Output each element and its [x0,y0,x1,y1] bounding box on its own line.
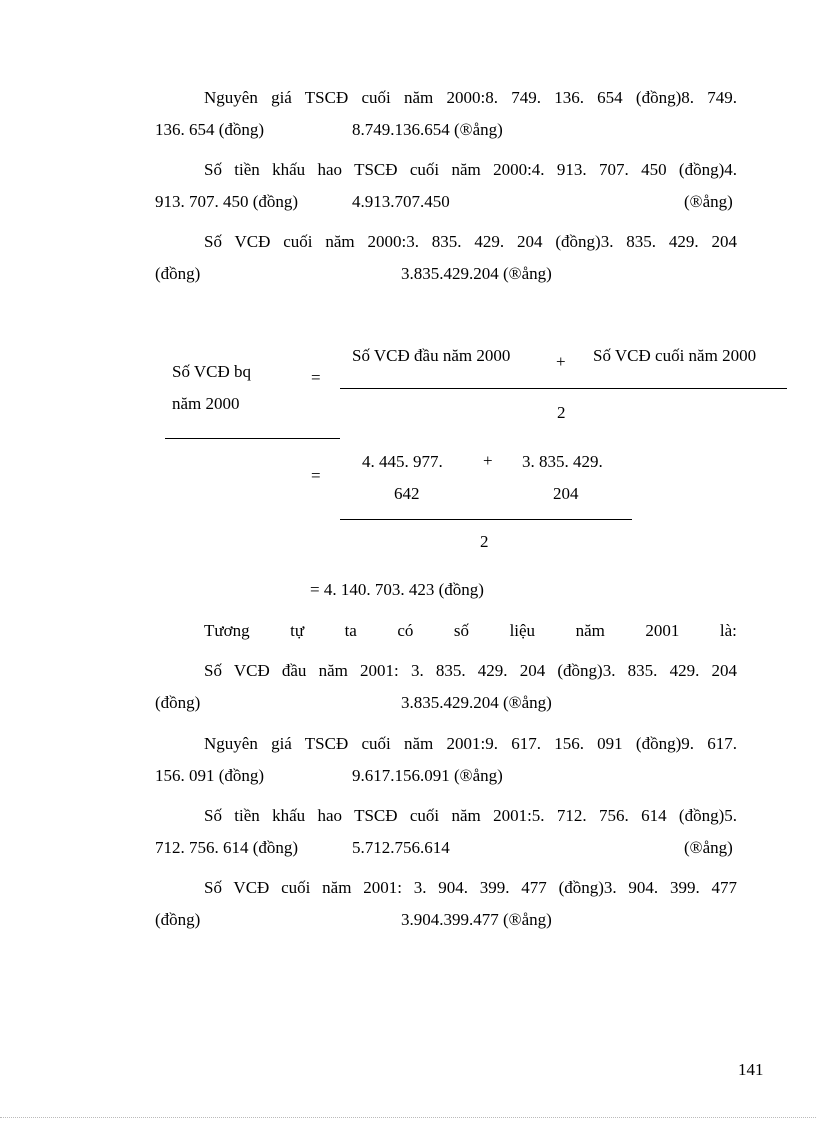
intro-word: Tương [204,621,250,640]
intro-word: là: [719,621,737,640]
formula-denominator-1: 2 [557,403,566,422]
formula-equals-1: = [311,368,321,387]
q4-line1: Số VCĐ cuối năm 2001: 3. 904. 399. 477 (đồng)3. 904. 399. 477 [204,878,737,897]
q4-line2-b: 3.904.399.477 (®ång) [401,910,552,929]
intro-word: tự [290,621,305,640]
formula-lhs-rule [165,438,340,439]
formula-fraction-bar-2 [340,519,632,520]
formula-lhs-line2: năm 2000 [172,394,240,413]
q1-line2-a: (đồng) [155,693,201,712]
q3-line2-b: 5.712.756.614 [352,838,450,857]
formula-value1-a: 4. 445. 977. [362,452,443,471]
p1-line2-b: 8.749.136.654 (®ång) [352,120,503,139]
formula-plus-1: + [556,352,566,371]
formula-value1-b: 642 [394,484,420,503]
p1-line2-a: 136. 654 (đồng) [155,120,265,139]
q2-line2-a: 156. 091 (đồng) [155,766,265,785]
formula-lhs-line1: Số VCĐ bq [172,362,252,381]
q3-line1: Số tiền khấu hao TSCĐ cuối năm 2001:5. 712. 756. 614 (đồng)5. [204,806,737,825]
q1-line1: Số VCĐ đầu năm 2001: 3. 835. 429. 204 (đồng)3. 835. 429. 204 [204,661,737,680]
intro-word: năm [575,621,605,640]
intro-word: 2001 [645,621,680,640]
intro-word: có [397,621,414,640]
p3-line1: Số VCĐ cuối năm 2000:3. 835. 429. 204 (đồng)3. 835. 429. 204 [204,232,737,251]
intro-2001-line [204,621,737,641]
formula-numerator-b: Số VCĐ cuối năm 2000 [593,346,757,365]
page-number: 141 [738,1060,764,1079]
intro-word: số [453,621,470,640]
formula-value2-a: 3. 835. 429. [522,452,603,471]
p1-line1: Nguyên giá TSCĐ cuối năm 2000:8. 749. 136. 654 (đồng)8. 749. [204,88,737,107]
p2-line2-a: 913. 707. 450 (đồng) [155,192,299,211]
page-bottom-border [0,1117,816,1118]
intro-word: ta [344,621,357,640]
p2-line1: Số tiền khấu hao TSCĐ cuối năm 2000:4. 913. 707. 450 (đồng)4. [204,160,737,179]
q3-line2-a: 712. 756. 614 (đồng) [155,838,299,857]
formula-numerator-a: Số VCĐ đầu năm 2000 [352,346,511,365]
q2-line2-b: 9.617.156.091 (®ång) [352,766,503,785]
q4-line2-a: (đồng) [155,910,201,929]
formula-result: = 4. 140. 703. 423 (đồng) [310,580,484,599]
q1-line2-b: 3.835.429.204 (®ång) [401,693,552,712]
intro-word: liệu [509,621,536,640]
formula-value2-b: 204 [553,484,579,503]
formula-plus-2: + [483,451,493,470]
formula-fraction-bar-1 [340,388,787,389]
p2-line2-b: 4.913.707.450 [352,192,450,211]
formula-denominator-2: 2 [480,532,489,551]
formula-equals-2: = [311,466,321,485]
p3-line2-a: (đồng) [155,264,201,283]
q3-line2-c: (®ång) [684,838,733,857]
p2-line2-c: (®ång) [684,192,733,211]
p3-line2-b: 3.835.429.204 (®ång) [401,264,552,283]
q2-line1: Nguyên giá TSCĐ cuối năm 2001:9. 617. 156. 091 (đồng)9. 617. [204,734,737,753]
